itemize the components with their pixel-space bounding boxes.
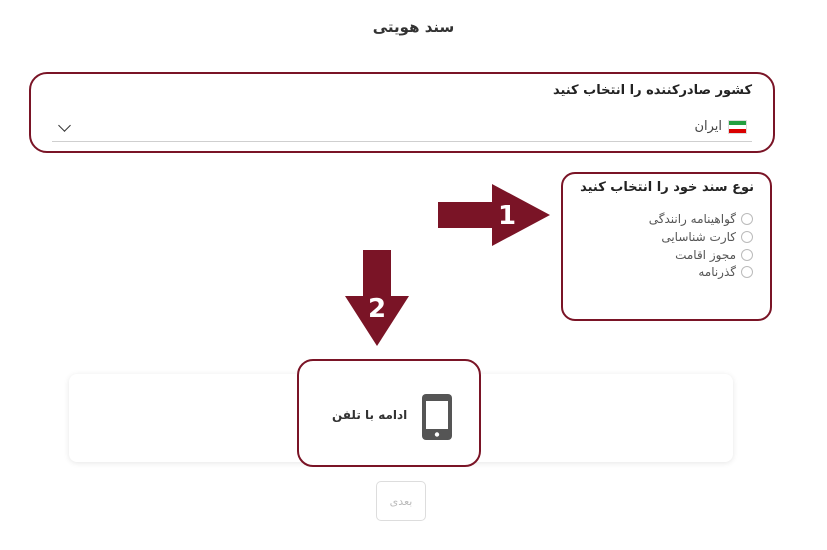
doc-type-label: نوع سند خود را انتخاب کنید xyxy=(580,180,754,195)
arrow-right-icon xyxy=(436,184,552,246)
chevron-down-icon xyxy=(58,119,71,132)
country-select[interactable] xyxy=(52,113,752,142)
step-number-2: 2 xyxy=(367,294,387,324)
radio-option-label: گواهینامه رانندگی xyxy=(648,212,736,226)
smartphone-icon xyxy=(421,393,453,445)
radio-button[interactable] xyxy=(741,266,753,278)
radio-option-label: گذرنامه xyxy=(698,265,736,279)
radio-option-passport[interactable] xyxy=(698,265,753,279)
radio-option-label: مجوز اقامت xyxy=(675,248,736,262)
radio-option-id-card[interactable] xyxy=(661,230,753,244)
radio-button[interactable] xyxy=(741,231,753,243)
radio-button[interactable] xyxy=(741,249,753,261)
continue-with-phone-label: ادامه با تلفن xyxy=(332,408,408,422)
radio-option-driving-license[interactable] xyxy=(649,212,753,226)
radio-option-label: کارت شناسایی xyxy=(661,230,736,244)
next-button[interactable]: بعدی xyxy=(376,481,426,521)
country-selected-text: ایران xyxy=(694,119,722,134)
page-title: سند هویتی xyxy=(372,18,455,36)
arrow-down-icon xyxy=(345,250,409,348)
country-label: کشور صادرکننده را انتخاب کنید xyxy=(552,83,752,98)
iran-flag-icon xyxy=(728,120,747,134)
step-number-1: 1 xyxy=(497,201,517,231)
radio-option-residence-permit[interactable] xyxy=(675,248,753,262)
country-value xyxy=(694,119,747,134)
radio-button[interactable] xyxy=(741,213,753,225)
